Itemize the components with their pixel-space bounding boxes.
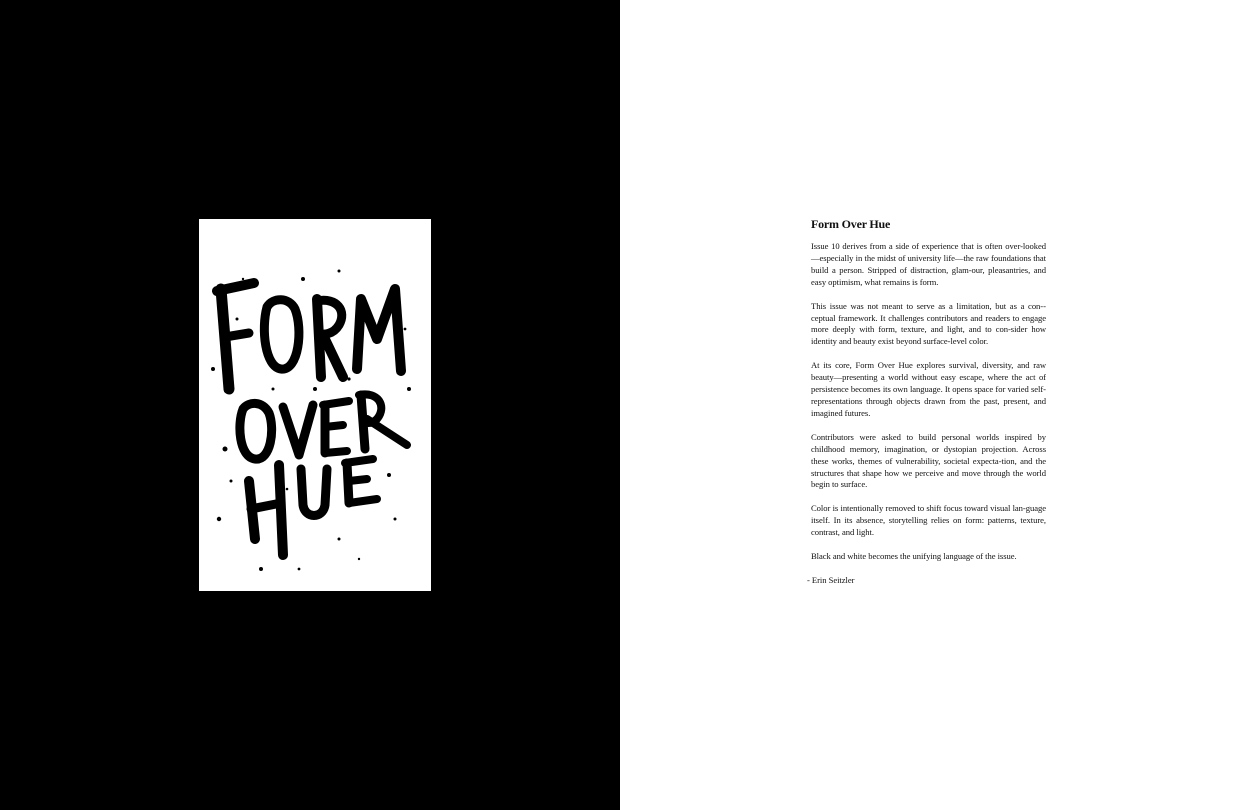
left-page <box>0 0 620 810</box>
article-paragraph: Color is intentionally removed to shift focus toward visual lan-guage itself. In its absence, storytelling relies on form: patterns, texture, contrast, and light. <box>811 503 1046 538</box>
cover-image <box>199 219 431 591</box>
cover-artwork-icon <box>199 219 431 591</box>
article-paragraph: Black and white becomes the unifying language of the issue. <box>811 551 1017 562</box>
article-paragraph: Contributors were asked to build personal worlds inspired by childhood memory, imagination, or dystopian projection. Across these works, themes of vulnerability, societal expecta-tion, and the structures that shape how we perceive and move through the world begin to surface. <box>811 431 1046 490</box>
article-paragraph: Issue 10 derives from a side of experience that is often over-looked—especially in the midst of university life—the raw foundations that build a person. Stripped of distraction, glam-our, pleasantries, and easy optimism, what remains is form. <box>811 241 1046 287</box>
article-paragraph: At its core, Form Over Hue explores survival, diversity, and raw beauty—presenting a world without easy escape, where the act of persistence becomes its own language. It opens space for varied self-representations through objects drawn from the past, present, and imagined futures. <box>811 360 1046 418</box>
author-byline: - Erin Seitzler <box>807 574 855 585</box>
article-title: Form Over Hue <box>811 217 891 231</box>
editorial-article <box>807 217 1046 599</box>
article-paragraph: This issue was not meant to serve as a limitation, but as a con-ceptual framework. It challenges contributors and readers to engage more deeply with form, texture, and light, and to con-sider how identity and beauty exist beyond surface-level color. <box>811 300 1046 347</box>
right-page <box>620 0 1242 810</box>
